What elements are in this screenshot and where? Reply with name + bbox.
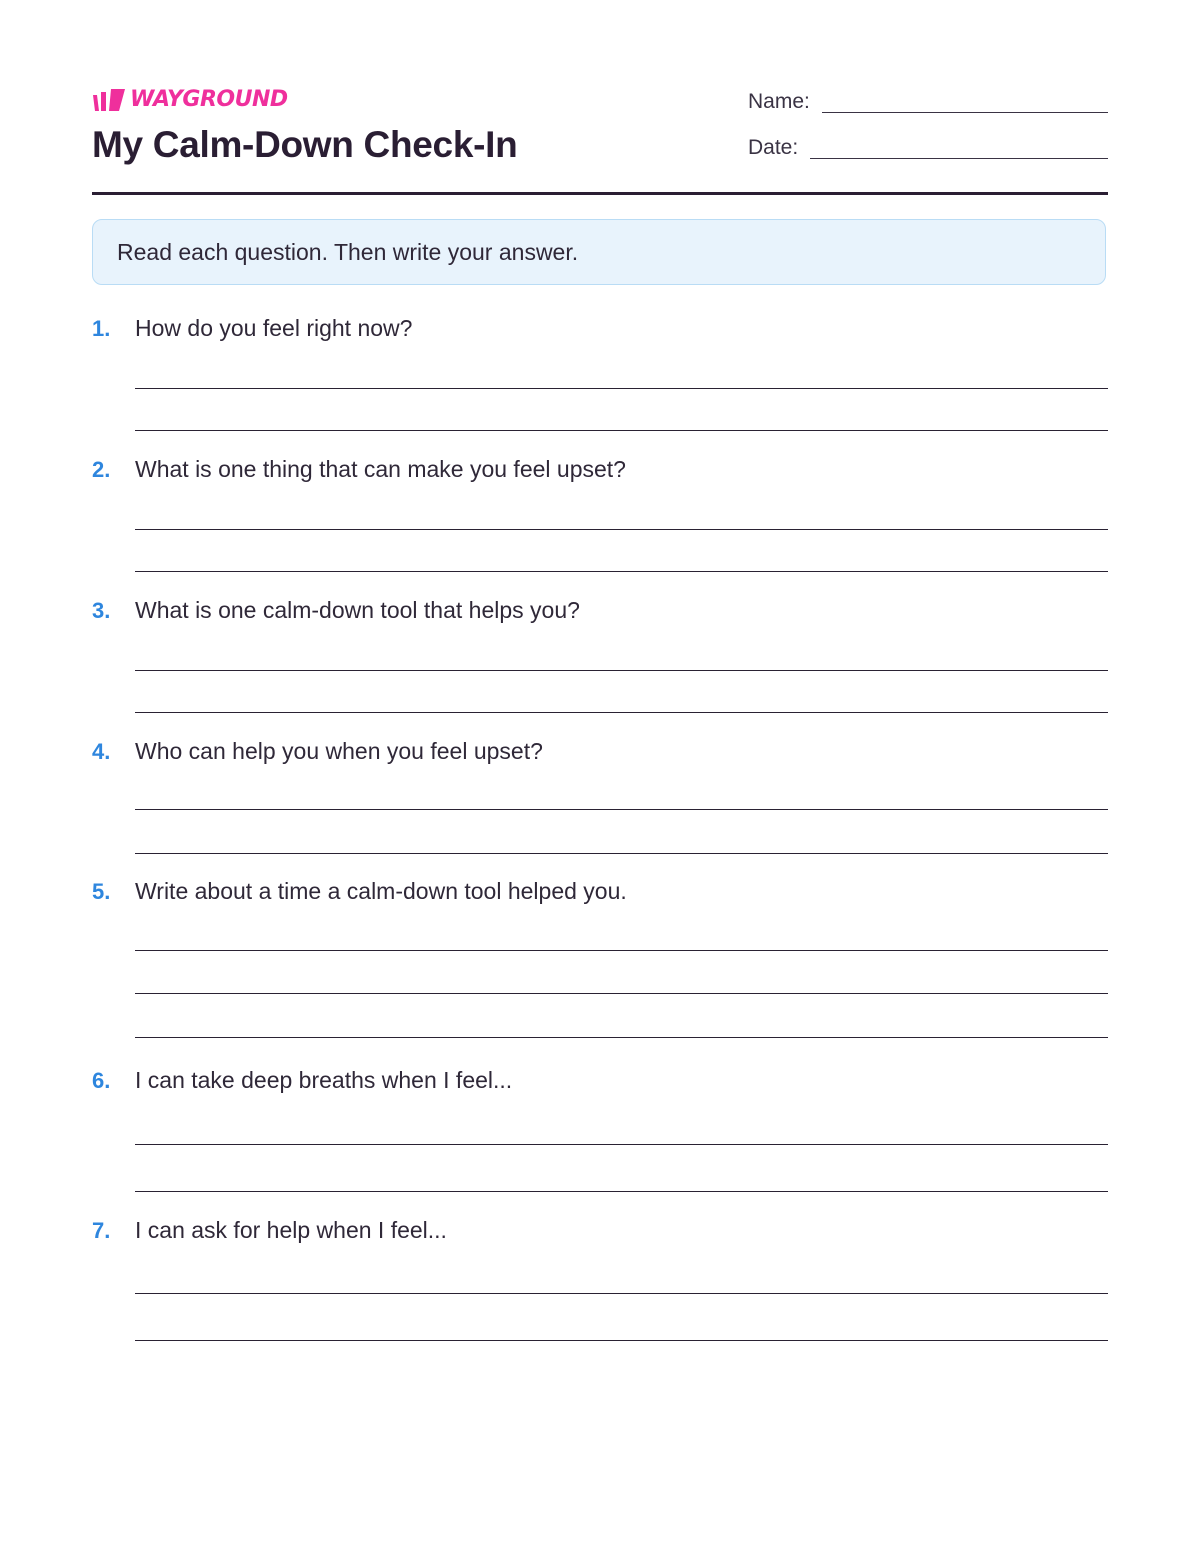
answer-line[interactable] [135, 853, 1108, 854]
name-write-line[interactable] [822, 88, 1108, 113]
answer-line[interactable] [135, 670, 1108, 671]
answer-line[interactable] [135, 430, 1108, 431]
date-label: Date: [748, 136, 799, 159]
question-number: 7. [92, 1218, 111, 1243]
question-text: Write about a time a calm-down tool helped you. [135, 878, 627, 904]
brand-logo [92, 86, 288, 114]
question-number: 1. [92, 316, 111, 341]
answer-line[interactable] [135, 529, 1108, 530]
answer-line[interactable] [135, 571, 1108, 572]
question-6 [92, 1065, 1108, 1095]
question-text: I can ask for help when I feel... [135, 1217, 447, 1243]
question-text: Who can help you when you feel upset? [135, 738, 543, 764]
answer-line[interactable] [135, 1037, 1108, 1038]
question-number: 3. [92, 598, 111, 623]
answer-line[interactable] [135, 1293, 1108, 1294]
page-title: My Calm-Down Check-In [92, 124, 518, 165]
answer-line[interactable] [135, 1340, 1108, 1341]
question-5 [92, 876, 1108, 906]
worksheet-page [92, 0, 1108, 1552]
answer-line[interactable] [135, 388, 1108, 389]
date-write-line[interactable] [810, 134, 1108, 159]
instructions-text: Read each question. Then write your answer. [117, 238, 579, 265]
instructions-box [92, 219, 1106, 285]
answer-line[interactable] [135, 950, 1108, 951]
question-7 [92, 1215, 1108, 1245]
answer-line[interactable] [135, 712, 1108, 713]
question-number: 2. [92, 457, 111, 482]
brand-name: WAYGROUND [130, 87, 288, 112]
question-2 [92, 454, 1108, 484]
question-text: What is one calm-down tool that helps you? [135, 597, 580, 623]
answer-line[interactable] [135, 809, 1108, 810]
question-1 [92, 313, 1108, 343]
question-text: What is one thing that can make you feel upset? [135, 456, 626, 482]
question-text: I can take deep breaths when I feel... [135, 1067, 513, 1093]
answer-line[interactable] [135, 993, 1108, 994]
question-4 [92, 736, 1108, 766]
question-3 [92, 595, 1108, 625]
question-number: 5. [92, 879, 111, 904]
name-label: Name: [748, 90, 810, 113]
name-field[interactable] [748, 88, 1108, 115]
wayground-logo-icon [92, 87, 126, 113]
answer-line[interactable] [135, 1191, 1108, 1192]
answer-line[interactable] [135, 1144, 1108, 1145]
question-text: How do you feel right now? [135, 315, 413, 341]
date-field[interactable] [748, 134, 1108, 161]
header-divider [92, 192, 1108, 195]
question-number: 4. [92, 739, 111, 764]
question-number: 6. [92, 1068, 111, 1093]
